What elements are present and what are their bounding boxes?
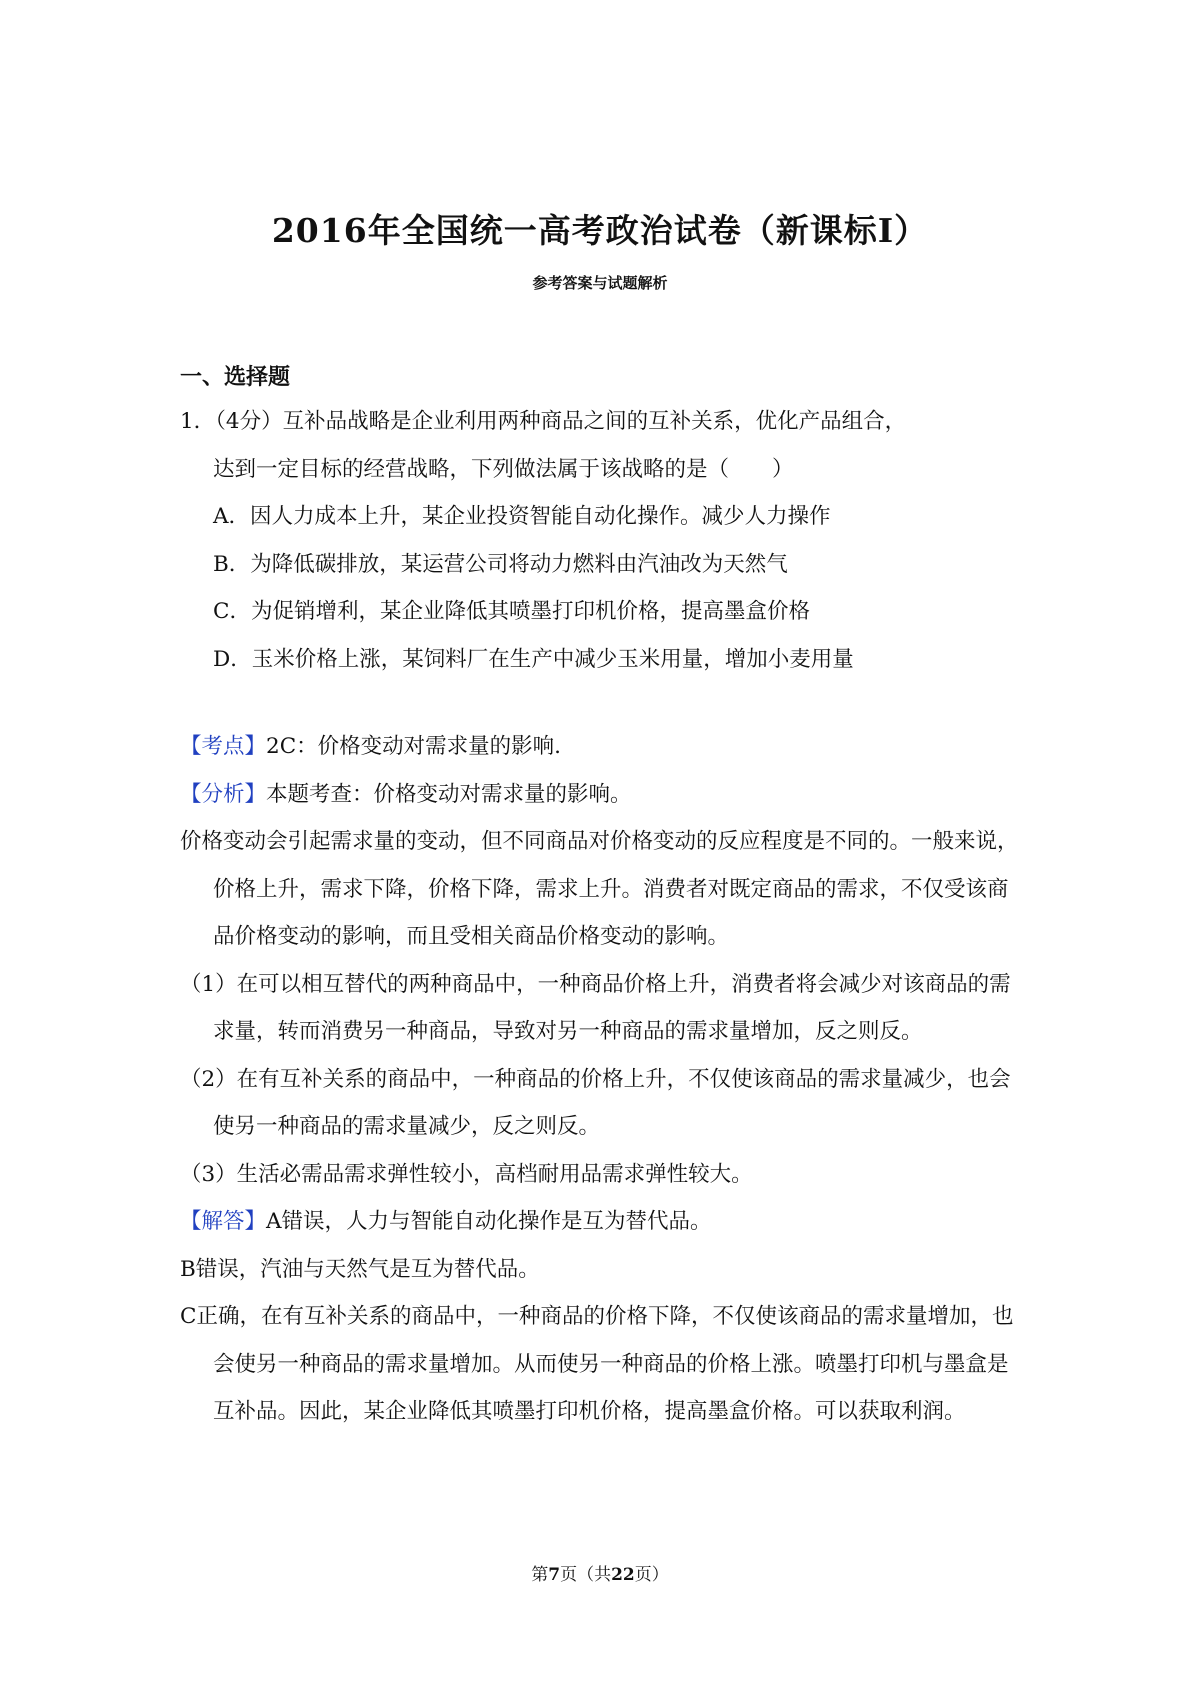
jieda-b: B错误，汽油与天然气是互为替代品。 [180, 1256, 540, 1282]
document-body [180, 398, 1020, 1436]
footer-prefix: 第 [531, 1565, 549, 1585]
jieda-label: 【解答】 [180, 1209, 267, 1234]
page-footer [0, 1560, 1200, 1585]
fenxi-text: 本题考查：价格变动对需求量的影响。 [266, 781, 632, 807]
analysis-point-3: （3）生活必需品需求弹性较小，高档耐用品需求弹性较大。 [180, 1161, 753, 1187]
section-heading: 一、选择题 [180, 364, 291, 390]
jieda-line [180, 1198, 1020, 1246]
kaodian-label: 【考点】 [180, 734, 267, 759]
footer-suffix: 页） [634, 1565, 669, 1585]
footer-current-page: 7 [548, 1565, 561, 1585]
footer-total-pages: 22 [611, 1565, 635, 1585]
analysis-general: 价格变动会引起需求量的变动，但不同商品对价格变动的反应程度是不同的。一般来说，价格上升，需求下降，价格下降，需求上升。消费者对既定商品的需求，不仅受该商品价格变动的影响，而且受相关商品价格变动的影响。 [180, 829, 1019, 949]
jieda-c: C正确，在有互补关系的商品中，一种商品的价格下降，不仅使该商品的需求量增加，也会使另一种商品的需求量增加。从而使另一种商品的价格上涨。喷墨打印机与墨盒是互补品。因此，某企业降低其喷墨打印机价格，提高墨盒价格。可以获取利润。 [180, 1304, 1014, 1424]
option-b: B．为降低碳排放，某运营公司将动力燃料由汽油改为天然气 [213, 551, 788, 577]
spacer [180, 683, 1020, 723]
page-title: 2016年全国统一高考政治试卷（新课标I） [271, 211, 929, 250]
analysis-point-1: （1）在可以相互替代的两种商品中，一种商品价格上升，消费者将会减少对该商品的需求量，转而消费另一种商品，导致对另一种商品的需求量增加，反之则反。 [180, 971, 1011, 1044]
question-stem-line1: 1．（4分）互补品战略是企业利用两种商品之间的互补关系，优化产品组合， [180, 409, 907, 434]
jieda-a-text: A错误，人力与智能自动化操作是互为替代品。 [266, 1209, 712, 1234]
option-d: D．玉米价格上涨，某饲料厂在生产中减少玉米用量，增加小麦用量 [213, 646, 854, 672]
fenxi-label: 【分析】 [180, 781, 267, 807]
fenxi-line [180, 771, 1020, 819]
option-a: A．因人力成本上升，某企业投资智能自动化操作。减少人力操作 [213, 504, 831, 529]
footer-middle: 页（共 [560, 1565, 612, 1585]
kaodian-text: 2C：价格变动对需求量的影响. [266, 734, 561, 759]
question-stem-line2: 达到一定目标的经营战略，下列做法属于该战略的是（ ） [213, 456, 794, 482]
analysis-point-2: （2）在有互补关系的商品中，一种商品的价格上升，不仅使该商品的需求量减少，也会使另一种商品的需求量减少，反之则反。 [180, 1066, 1011, 1139]
option-c: C．为促销增利，某企业降低其喷墨打印机价格，提高墨盒价格 [213, 599, 810, 624]
kaodian-line [180, 723, 1020, 771]
page-subtitle: 参考答案与试题解析 [532, 274, 668, 292]
